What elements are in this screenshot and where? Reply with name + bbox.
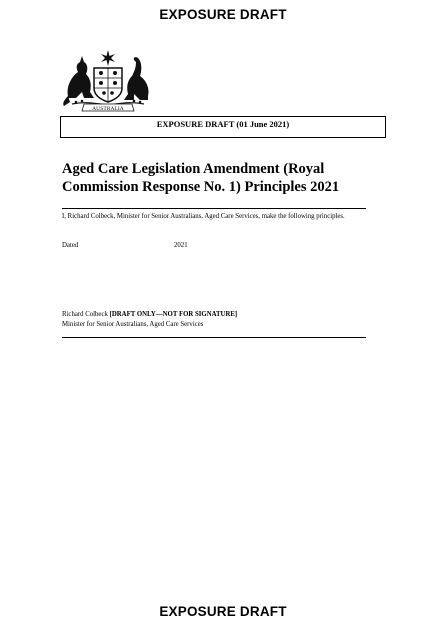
dated-year: 2021 [174, 242, 188, 249]
exposure-draft-header: EXPOSURE DRAFT [159, 7, 287, 22]
top-divider [62, 208, 366, 209]
exposure-draft-date-box: EXPOSURE DRAFT (01 June 2021) [60, 116, 386, 138]
enactment-text: I, Richard Colbeck, Minister for Senior Australians, Aged Care Services, make the following principles. [62, 213, 345, 220]
signatory-block [62, 310, 366, 329]
dated-label: Dated [62, 242, 79, 249]
signature-divider [62, 337, 366, 338]
crest-scroll-text: AUSTRALIA [92, 105, 124, 112]
exposure-draft-footer: EXPOSURE DRAFT [159, 604, 287, 619]
title-line-1: Aged Care Legislation Amendment (Royal [62, 161, 325, 177]
document-title [62, 160, 382, 196]
coat-of-arms-emblem [62, 46, 154, 112]
signatory-name: Richard Colbeck [62, 311, 108, 318]
signatory-name-line [62, 310, 366, 320]
draft-only-note: [DRAFT ONLY—NOT FOR SIGNATURE] [109, 311, 238, 318]
signatory-role: Minister for Senior Australians, Aged Care Services [62, 320, 204, 328]
title-line-2: Commission Response No. 1) Principles 2021 [62, 179, 340, 195]
